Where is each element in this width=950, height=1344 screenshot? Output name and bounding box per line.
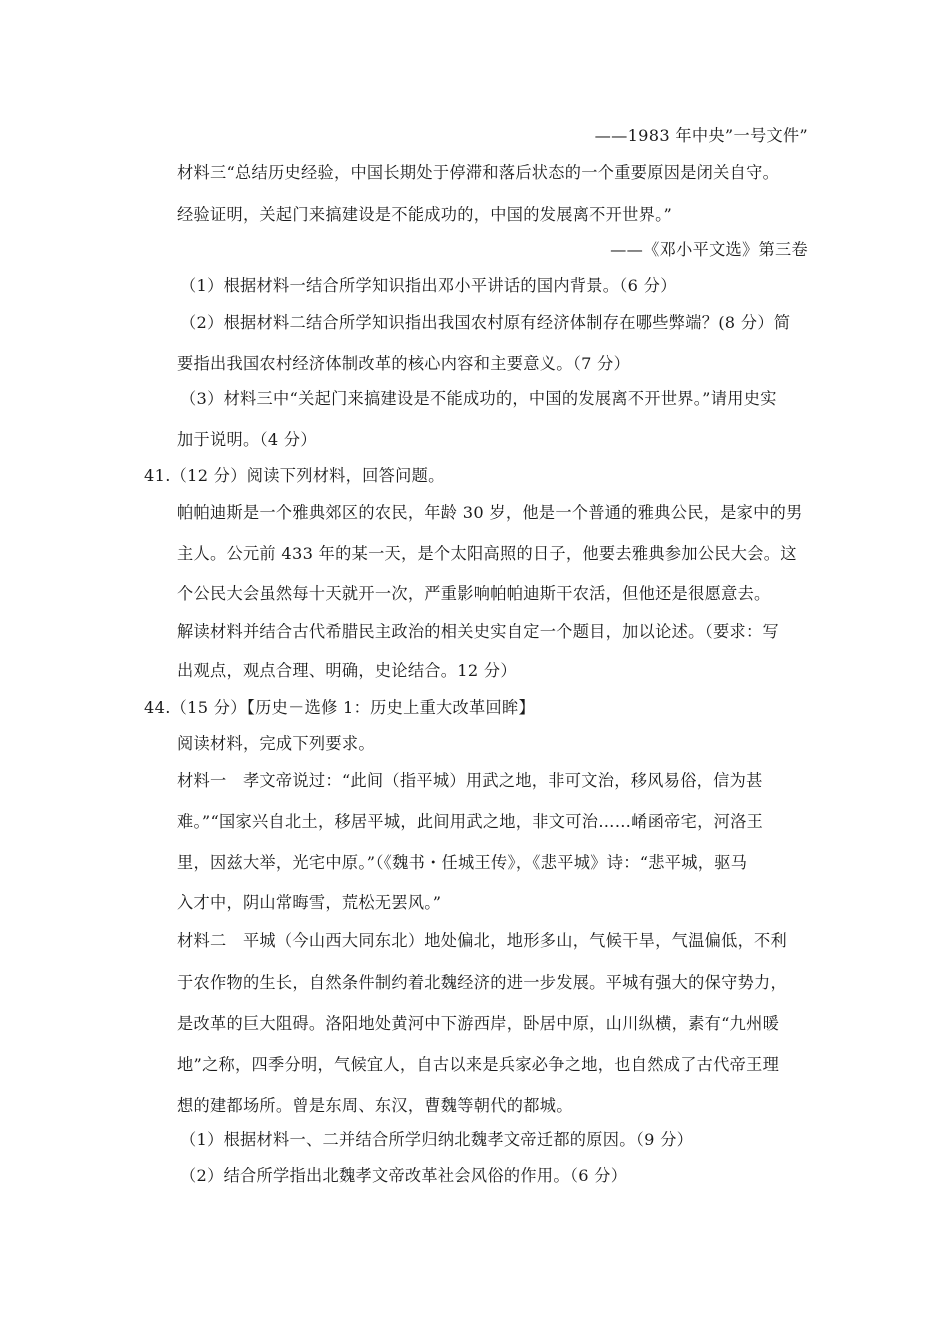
question-item: 要指出我国农村经济体制改革的核心内容和主要意义。（7 分） — [177, 354, 631, 373]
material-text: 个公民大会虽然每十天就开一次，严重影响帕帕迪斯干农活，但他还是很愿意去。 — [177, 584, 771, 603]
source-citation-deng: ——《邓小平文选》第三卷 — [610, 240, 808, 259]
material-two-text: 于农作物的生长，自然条件制约着北魏经济的进一步发展。平城有强大的保守势力， — [177, 973, 788, 992]
question-prompt: 解读材料并结合古代希腊民主政治的相关史实自定一个题目，加以论述。（要求：写 — [177, 622, 779, 641]
material-two-text: 材料二 平城（今山西大同东北）地处偏北，地形多山，气候干旱，气温偏低，不利 — [177, 931, 788, 950]
material-one-text: 难。”“国家兴自北土，移居平城，此间用武之地，非文可治……崤函帝宅，河洛王 — [177, 812, 764, 831]
source-citation-1983: ——1983 年中央”一号文件” — [594, 126, 808, 145]
material-one-text: 入才中，阴山常晦雪，荒松无罢风。” — [177, 893, 442, 912]
question-41-heading: 41.（12 分）阅读下列材料，回答问题。 — [144, 466, 445, 485]
question-item: 加于说明。（4 分） — [177, 430, 317, 449]
question-item: （1）根据材料一、二并结合所学归纳北魏孝文帝迁都的原因。（9 分） — [180, 1130, 694, 1149]
material-one-text: 里，因兹大举，光宅中原。”（《魏书・任城王传》，《悲平城》诗：“悲平城，驱马 — [177, 853, 748, 872]
material-text: 帕帕迪斯是一个雅典郊区的农民，年龄 30 岁，他是一个普通的雅典公民，是家中的男 — [177, 503, 803, 522]
question-item: （3）材料三中“关起门来搞建设是不能成功的，中国的发展离不开世界。”请用史实 — [180, 389, 777, 408]
material-two-text: 想的建都场所。曾是东周、东汉，曹魏等朝代的都城。 — [177, 1096, 573, 1115]
question-prompt: 出观点，观点合理、明确，史论结合。12 分） — [177, 661, 517, 680]
material-text: 主人。公元前 433 年的某一天，是个太阳高照的日子，他要去雅典参加公民大会。这 — [177, 544, 797, 563]
material-three-text: 材料三“总结历史经验，中国长期处于停滞和落后状态的一个重要原因是闭关自守。 — [177, 163, 780, 182]
question-44-heading: 44.（15 分）【历史－选修 1：历史上重大改革回眸】 — [144, 698, 535, 717]
material-three-text: 经验证明，关起门来搞建设是不能成功的，中国的发展离不开世界。” — [177, 205, 673, 224]
material-two-text: 是改革的巨大阻碍。洛阳地处黄河中下游西岸，卧居中原，山川纵横，素有“九州暖 — [177, 1014, 780, 1033]
question-item: （1）根据材料一结合所学知识指出邓小平讲话的国内背景。（6 分） — [180, 276, 677, 295]
instruction-text: 阅读材料，完成下列要求。 — [177, 734, 375, 753]
material-one-text: 材料一 孝文帝说过：“此间（指平城）用武之地，非可文治，移风易俗，信为甚 — [177, 771, 763, 790]
question-item: （2）结合所学指出北魏孝文帝改革社会风俗的作用。（6 分） — [180, 1166, 628, 1185]
question-item: （2）根据材料二结合所学知识指出我国农村原有经济体制存在哪些弊端？(8 分）简 — [180, 313, 791, 332]
material-two-text: 地”之称，四季分明，气候宜人，自古以来是兵家必争之地，也自然成了古代帝王理 — [177, 1055, 780, 1074]
